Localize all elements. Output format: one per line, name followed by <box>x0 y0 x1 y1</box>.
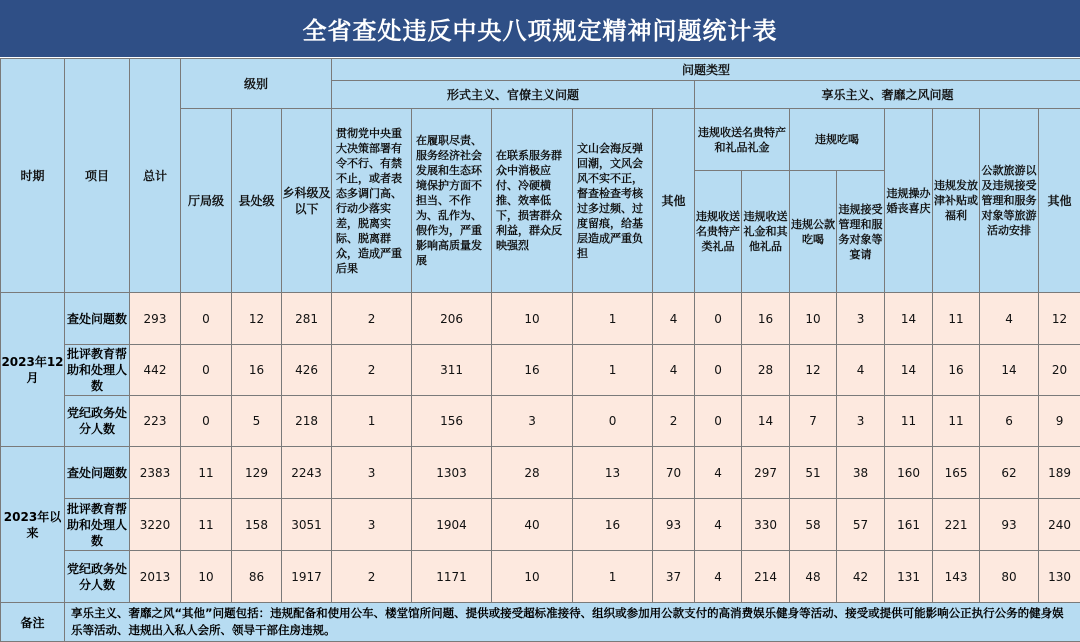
header-level-bureau: 厅局级 <box>181 109 232 293</box>
header-hedonism-group: 享乐主义、奢靡之风问题 <box>695 81 1080 109</box>
note-text: 享乐主义、奢靡之风“其他”问题包括：违规配备和使用公车、楼堂馆所问题、提供或接受超标准接待、组织或参加用公款支付的高消费娱乐健身等活动、接受或提供可能影响公正执行公务的健身娱乐等活动、违规出入私人会所、领导干部住房违规。 <box>65 603 1080 642</box>
cell: 10 <box>790 293 837 345</box>
row-item-label: 党纪政务处分人数 <box>65 551 130 603</box>
cell: 143 <box>933 551 980 603</box>
cell: 10 <box>492 551 573 603</box>
table-row <box>1 447 1080 499</box>
cell: 3220 <box>130 499 181 551</box>
cell: 1 <box>573 345 653 396</box>
cell: 9 <box>1039 396 1080 447</box>
cell: 14 <box>742 396 790 447</box>
header-gift-specialty: 违规收送名贵特产类礼品 <box>695 171 742 293</box>
cell: 16 <box>232 345 282 396</box>
cell: 11 <box>933 396 980 447</box>
cell: 4 <box>695 551 742 603</box>
cell: 16 <box>492 345 573 396</box>
cell: 14 <box>980 345 1039 396</box>
cell: 206 <box>412 293 492 345</box>
header-period: 时期 <box>1 59 65 293</box>
cell: 221 <box>933 499 980 551</box>
header-formalism-meetings: 文山会海反弹回潮，文风会风不实不正，督查检查考核过多过频、过度留痕，给基层造成严重负担 <box>573 109 653 293</box>
cell: 57 <box>837 499 885 551</box>
cell: 1 <box>332 396 412 447</box>
cell: 16 <box>742 293 790 345</box>
cell: 20 <box>1039 345 1080 396</box>
cell: 11 <box>885 396 933 447</box>
cell: 3 <box>332 447 412 499</box>
header-level: 级别 <box>181 59 332 109</box>
page-title: 全省查处违反中央八项规定精神问题统计表 <box>0 0 1080 57</box>
cell: 0 <box>695 345 742 396</box>
cell: 10 <box>492 293 573 345</box>
cell: 38 <box>837 447 885 499</box>
cell: 2243 <box>282 447 332 499</box>
header-travel: 公款旅游以及违规接受管理和服务对象等旅游活动安排 <box>980 109 1039 293</box>
table-row <box>1 345 1080 396</box>
cell: 62 <box>980 447 1039 499</box>
cell: 0 <box>181 345 232 396</box>
cell: 11 <box>181 447 232 499</box>
cell: 14 <box>885 293 933 345</box>
cell: 93 <box>980 499 1039 551</box>
cell: 2383 <box>130 447 181 499</box>
cell: 330 <box>742 499 790 551</box>
cell: 3 <box>332 499 412 551</box>
header-formalism-group: 形式主义、官僚主义问题 <box>332 81 695 109</box>
cell: 93 <box>653 499 695 551</box>
table-row <box>1 551 1080 603</box>
cell: 2 <box>332 551 412 603</box>
header-formalism-duty: 在履职尽责、服务经济社会发展和生态环境保护方面不担当、不作为、乱作为、假作为，严重影响高质量发展 <box>412 109 492 293</box>
row-item-label: 查处问题数 <box>65 293 130 345</box>
cell: 28 <box>492 447 573 499</box>
cell: 1917 <box>282 551 332 603</box>
cell: 5 <box>232 396 282 447</box>
row-item-label: 批评教育帮助和处理人数 <box>65 345 130 396</box>
cell: 12 <box>1039 293 1080 345</box>
cell: 311 <box>412 345 492 396</box>
table-row <box>1 499 1080 551</box>
period-label: 2023年以来 <box>1 447 65 603</box>
cell: 2 <box>332 293 412 345</box>
cell: 1 <box>573 551 653 603</box>
cell: 1303 <box>412 447 492 499</box>
cell: 281 <box>282 293 332 345</box>
cell: 0 <box>695 293 742 345</box>
cell: 297 <box>742 447 790 499</box>
cell: 14 <box>885 345 933 396</box>
cell: 4 <box>837 345 885 396</box>
cell: 442 <box>130 345 181 396</box>
note-label: 备注 <box>1 603 65 642</box>
cell: 426 <box>282 345 332 396</box>
cell: 2013 <box>130 551 181 603</box>
header-formalism-service: 在联系服务群众中消极应付、冷硬横推、效率低下，损害群众利益，群众反映强烈 <box>492 109 573 293</box>
cell: 70 <box>653 447 695 499</box>
cell: 156 <box>412 396 492 447</box>
cell: 4 <box>653 293 695 345</box>
cell: 2 <box>332 345 412 396</box>
header-subsidy: 违规发放津补贴或福利 <box>933 109 980 293</box>
cell: 7 <box>790 396 837 447</box>
cell: 11 <box>933 293 980 345</box>
cell: 12 <box>790 345 837 396</box>
header-gift-group: 违规收送名贵特产和礼品礼金 <box>695 109 790 171</box>
cell: 3051 <box>282 499 332 551</box>
row-item-label: 党纪政务处分人数 <box>65 396 130 447</box>
cell: 0 <box>181 293 232 345</box>
cell: 129 <box>232 447 282 499</box>
row-item-label: 查处问题数 <box>65 447 130 499</box>
header-level-township: 乡科级及以下 <box>282 109 332 293</box>
cell: 48 <box>790 551 837 603</box>
cell: 218 <box>282 396 332 447</box>
cell: 4 <box>980 293 1039 345</box>
header-level-county: 县处级 <box>232 109 282 293</box>
cell: 16 <box>573 499 653 551</box>
cell: 1171 <box>412 551 492 603</box>
cell: 10 <box>181 551 232 603</box>
header-eat-group: 违规吃喝 <box>790 109 885 171</box>
header-problem-type: 问题类型 <box>332 59 1080 81</box>
cell: 51 <box>790 447 837 499</box>
cell: 130 <box>1039 551 1080 603</box>
cell: 0 <box>695 396 742 447</box>
cell: 4 <box>695 447 742 499</box>
header-formalism-other: 其他 <box>653 109 695 293</box>
cell: 131 <box>885 551 933 603</box>
cell: 28 <box>742 345 790 396</box>
cell: 3 <box>837 293 885 345</box>
cell: 1 <box>573 293 653 345</box>
cell: 240 <box>1039 499 1080 551</box>
cell: 3 <box>492 396 573 447</box>
row-item-label: 批评教育帮助和处理人数 <box>65 499 130 551</box>
cell: 16 <box>933 345 980 396</box>
cell: 40 <box>492 499 573 551</box>
table-row <box>1 396 1080 447</box>
cell: 1904 <box>412 499 492 551</box>
cell: 0 <box>573 396 653 447</box>
cell: 12 <box>232 293 282 345</box>
cell: 214 <box>742 551 790 603</box>
cell: 160 <box>885 447 933 499</box>
cell: 13 <box>573 447 653 499</box>
header-eat-banquet: 违规接受管理和服务对象等宴请 <box>837 171 885 293</box>
header-hedonism-other: 其他 <box>1039 109 1080 293</box>
header-gift-money: 违规收送礼金和其他礼品 <box>742 171 790 293</box>
header-formalism-decision: 贯彻党中央重大决策部署有令不行、有禁不止，或者表态多调门高、行动少落实差，脱离实际、脱离群众，造成严重后果 <box>332 109 412 293</box>
cell: 4 <box>653 345 695 396</box>
cell: 86 <box>232 551 282 603</box>
statistics-table <box>0 58 1080 642</box>
cell: 0 <box>181 396 232 447</box>
cell: 2 <box>653 396 695 447</box>
table-row <box>1 293 1080 345</box>
cell: 189 <box>1039 447 1080 499</box>
cell: 4 <box>695 499 742 551</box>
cell: 58 <box>790 499 837 551</box>
period-label: 2023年12月 <box>1 293 65 447</box>
header-item: 项目 <box>65 59 130 293</box>
cell: 11 <box>181 499 232 551</box>
header-total: 总计 <box>130 59 181 293</box>
cell: 165 <box>933 447 980 499</box>
cell: 158 <box>232 499 282 551</box>
cell: 3 <box>837 396 885 447</box>
cell: 161 <box>885 499 933 551</box>
cell: 223 <box>130 396 181 447</box>
cell: 6 <box>980 396 1039 447</box>
cell: 37 <box>653 551 695 603</box>
header-eat-public: 违规公款吃喝 <box>790 171 837 293</box>
cell: 80 <box>980 551 1039 603</box>
cell: 293 <box>130 293 181 345</box>
cell: 42 <box>837 551 885 603</box>
header-wedding: 违规操办婚丧喜庆 <box>885 109 933 293</box>
